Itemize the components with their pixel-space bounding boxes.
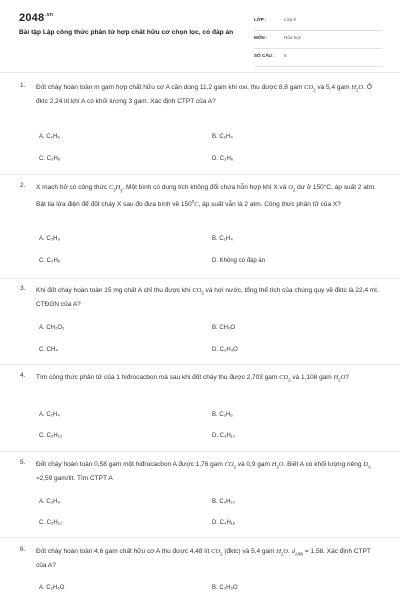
option-b[interactable]: B. C₄H₁₀ (212, 499, 235, 505)
question-text: Tìm công thức phân tử của 1 hiđrocacbon mà sau khi đốt cháy thu được 2,703 gam $CO_2$ và 1,108 gam $H_2O$? (36, 374, 349, 383)
question-number: 3. (20, 285, 26, 292)
question-text: Đốt cháy hoàn toàn 0,58 gam một hiđrocacbon A được 1,76 gam $CO_2$ và 0,9 gam $H_2O$. Biết A có khối lượng riêng $D_A \approx 2,59$ gam/lít. Tìm CTPT A (36, 461, 371, 482)
question-text: Khi đốt cháy hoàn toàn 15 mg chất A chỉ thu được khí $CO_2$ và hơi nước, tổng thể tích của chúng quy về đktc là 22,4 ml. CTĐGN của A? (36, 287, 379, 308)
option-a[interactable]: A. C₃H₆ (39, 499, 60, 505)
option-c[interactable]: C. C₅H₁₂ (39, 433, 63, 439)
page-title: Bài tập Lập công thức phân tử hợp chất hữu cơ chọn lọc, có đáp án (19, 29, 234, 36)
option-a[interactable]: A. C₂H₆O (39, 585, 65, 591)
option-a[interactable]: A. C₂H₆ (39, 134, 60, 140)
question-text: Đốt cháy hoàn toàn 4,6 gam chất hữu cơ A thu được 4,48 lít $CO_2$ (đktc) và 5,4 gam $H_2O$. $d_{A/kk} = 1,58$. Xác định CTPT của A? (36, 548, 371, 569)
option-a[interactable]: A. C₂H₄ (39, 412, 60, 418)
meta-value: Lớp 9 (284, 17, 296, 22)
meta-key: SỐ CÂU : (254, 53, 275, 58)
option-b[interactable]: B. CH₂O (212, 325, 235, 331)
option-c[interactable]: C. C₅H₁₂ (39, 520, 63, 526)
site-logo[interactable] (19, 12, 53, 24)
option-d[interactable]: D. C₄H₁₀ (212, 433, 236, 439)
question-divider (0, 364, 400, 365)
header (0, 0, 400, 72)
option-d[interactable]: D. C₃H₆ (212, 156, 234, 162)
option-b[interactable]: B. C₃H₆O (212, 585, 238, 591)
option-b[interactable]: B. C₂H₆ (212, 412, 233, 418)
option-c[interactable]: C. C₃H₆ (39, 258, 61, 264)
question-number: 1. (20, 82, 26, 89)
option-d[interactable]: D. C₂H₄O (212, 347, 238, 353)
option-d[interactable]: D. C₄H₁₆ (212, 520, 236, 526)
option-a[interactable]: A. C₃H₈ (39, 236, 60, 242)
question-text: X mạch hở có công thức $C_3H_y$. Một bình có dung tích không đổi chứa hỗn hợp khí X và $O_2$ dư ở 150°C, áp suất 2 atm. Bật tia lửa điện để đốt cháy X sau đó đưa bình về $150^0C$, áp suất vẫn là 2 atm. Công thức phân tử của X? (36, 184, 376, 208)
question-divider (0, 451, 400, 452)
option-c[interactable]: C. CH₄ (39, 347, 58, 353)
meta-key: LỚP : (254, 17, 267, 22)
logo-suffix: .vn (45, 12, 54, 18)
option-c[interactable]: C. C₃H₈ (39, 156, 61, 162)
question-divider (0, 278, 400, 279)
question-text: Đốt cháy hoàn toàn m gam hợp chất hữu cơ A cần dùng 11,2 gam khí oxi, thu được 8,8 gam $CO_2$ và 5,4 gam $H_2O$. Ở đktc 2,24 lít khí A có khối lượng 3 gam. Xác định CTPT của A? (36, 84, 373, 105)
question-number: 5. (20, 459, 26, 466)
meta-row-class (254, 13, 382, 31)
question-divider (0, 174, 400, 175)
header-divider (0, 72, 400, 73)
meta-value: 8 (284, 53, 287, 58)
question-divider (0, 537, 400, 538)
meta-row-count (254, 49, 382, 67)
option-b[interactable]: B. C₂H₄ (212, 236, 233, 242)
question-number: 6. (20, 546, 26, 553)
question-number: 4. (20, 372, 26, 379)
meta-table (254, 13, 382, 67)
option-d[interactable]: D. Không có đáp án (212, 258, 266, 264)
option-b[interactable]: B. C₂H₄ (212, 134, 233, 140)
meta-row-subject (254, 31, 382, 49)
meta-value: Hóa học (284, 35, 302, 40)
meta-key: MÔN : (254, 35, 268, 40)
question-number: 2. (20, 182, 26, 189)
logo-text: 2048 (19, 12, 45, 24)
option-a[interactable]: A. CH₂O₂ (39, 325, 65, 331)
